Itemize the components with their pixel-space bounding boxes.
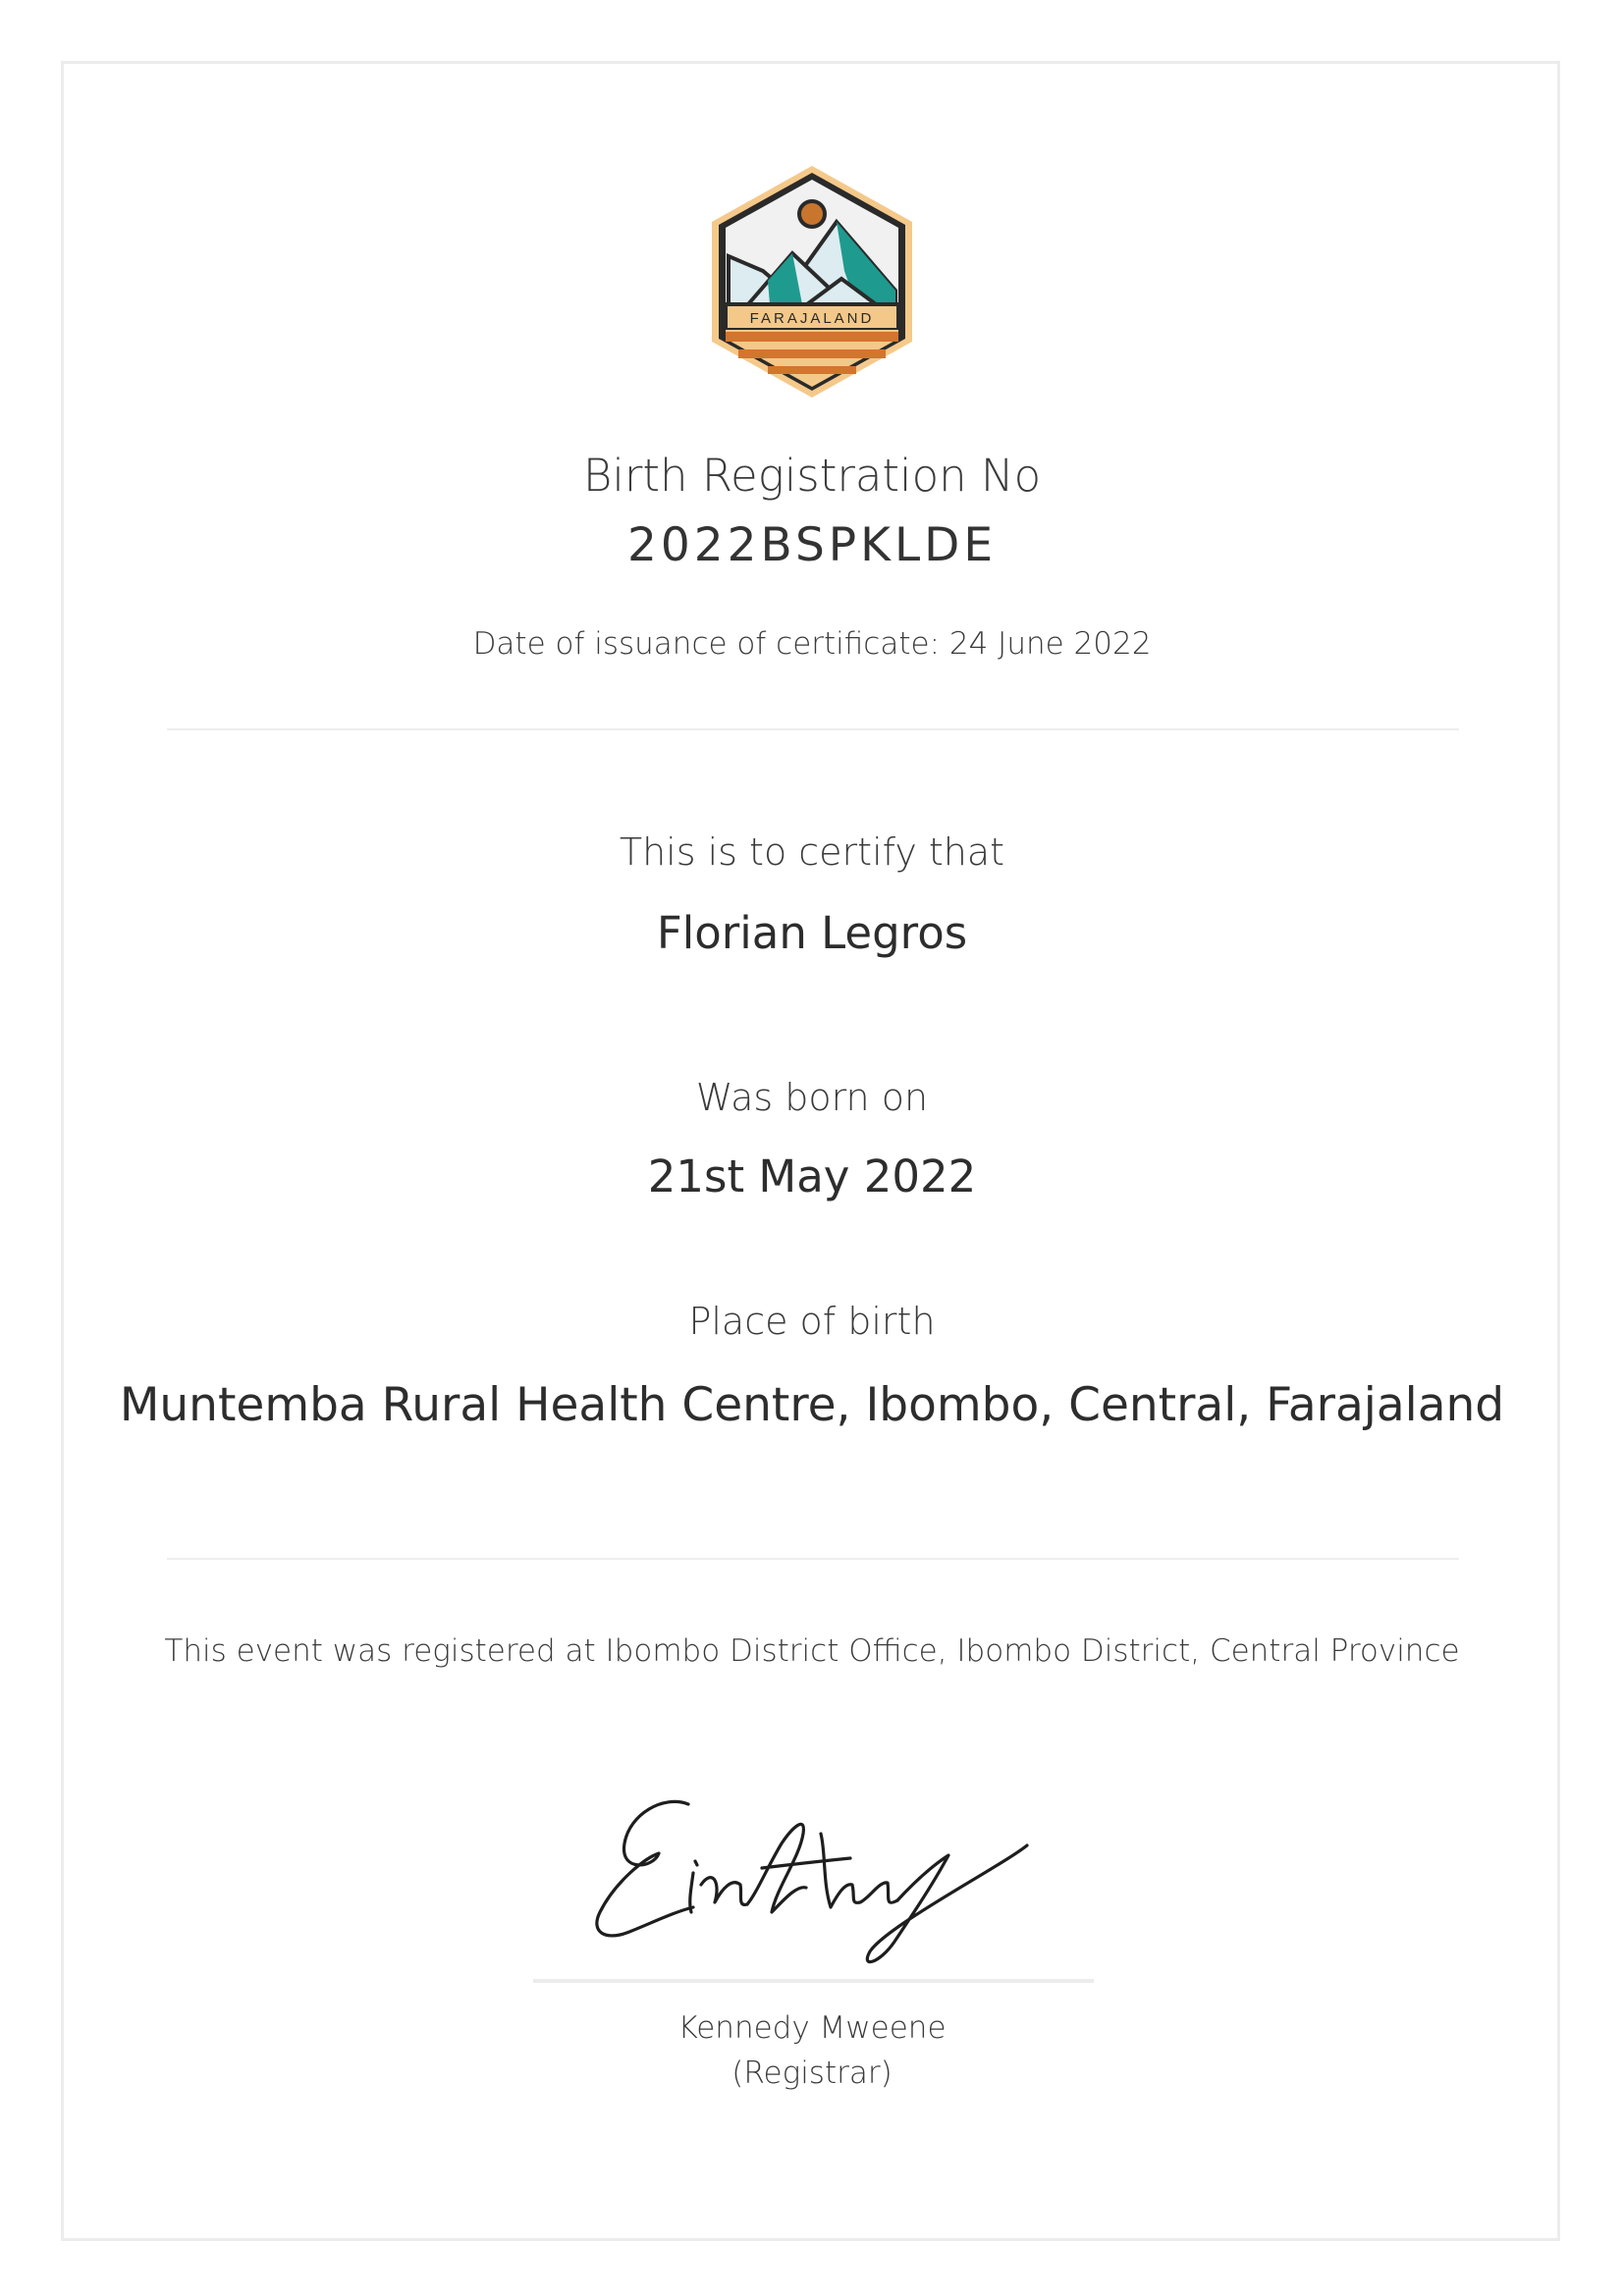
registrar-title: (Registrar) <box>731 2056 893 2091</box>
place-label: Place of birth <box>688 1300 936 1343</box>
handwritten-signature-icon <box>585 1775 1037 1971</box>
registration-number: 2022BSPKLDE <box>626 518 998 572</box>
place-of-birth: Muntemba Rural Health Centre, Ibombo, Central, Farajaland <box>119 1378 1505 1432</box>
top-divider <box>167 728 1459 730</box>
certify-label: This is to certify that <box>619 830 1005 874</box>
born-label: Was born on <box>695 1076 929 1119</box>
registrar-name: Kennedy Mweene <box>677 2010 947 2046</box>
farajaland-emblem-icon <box>709 163 915 400</box>
bottom-divider <box>167 1558 1459 1560</box>
date-of-birth: 21st May 2022 <box>647 1150 977 1202</box>
issue-date: Date of issuance of certificate: 24 June 2022 <box>472 626 1152 662</box>
registration-label: Birth Registration No <box>582 450 1042 502</box>
signature-line <box>533 1979 1094 1983</box>
emblem-text: FARAJALAND <box>749 310 875 327</box>
registration-office: This event was registered at Ibombo District Office, Ibombo District, Central Province <box>164 1633 1460 1669</box>
child-name: Florian Legros <box>656 907 968 959</box>
